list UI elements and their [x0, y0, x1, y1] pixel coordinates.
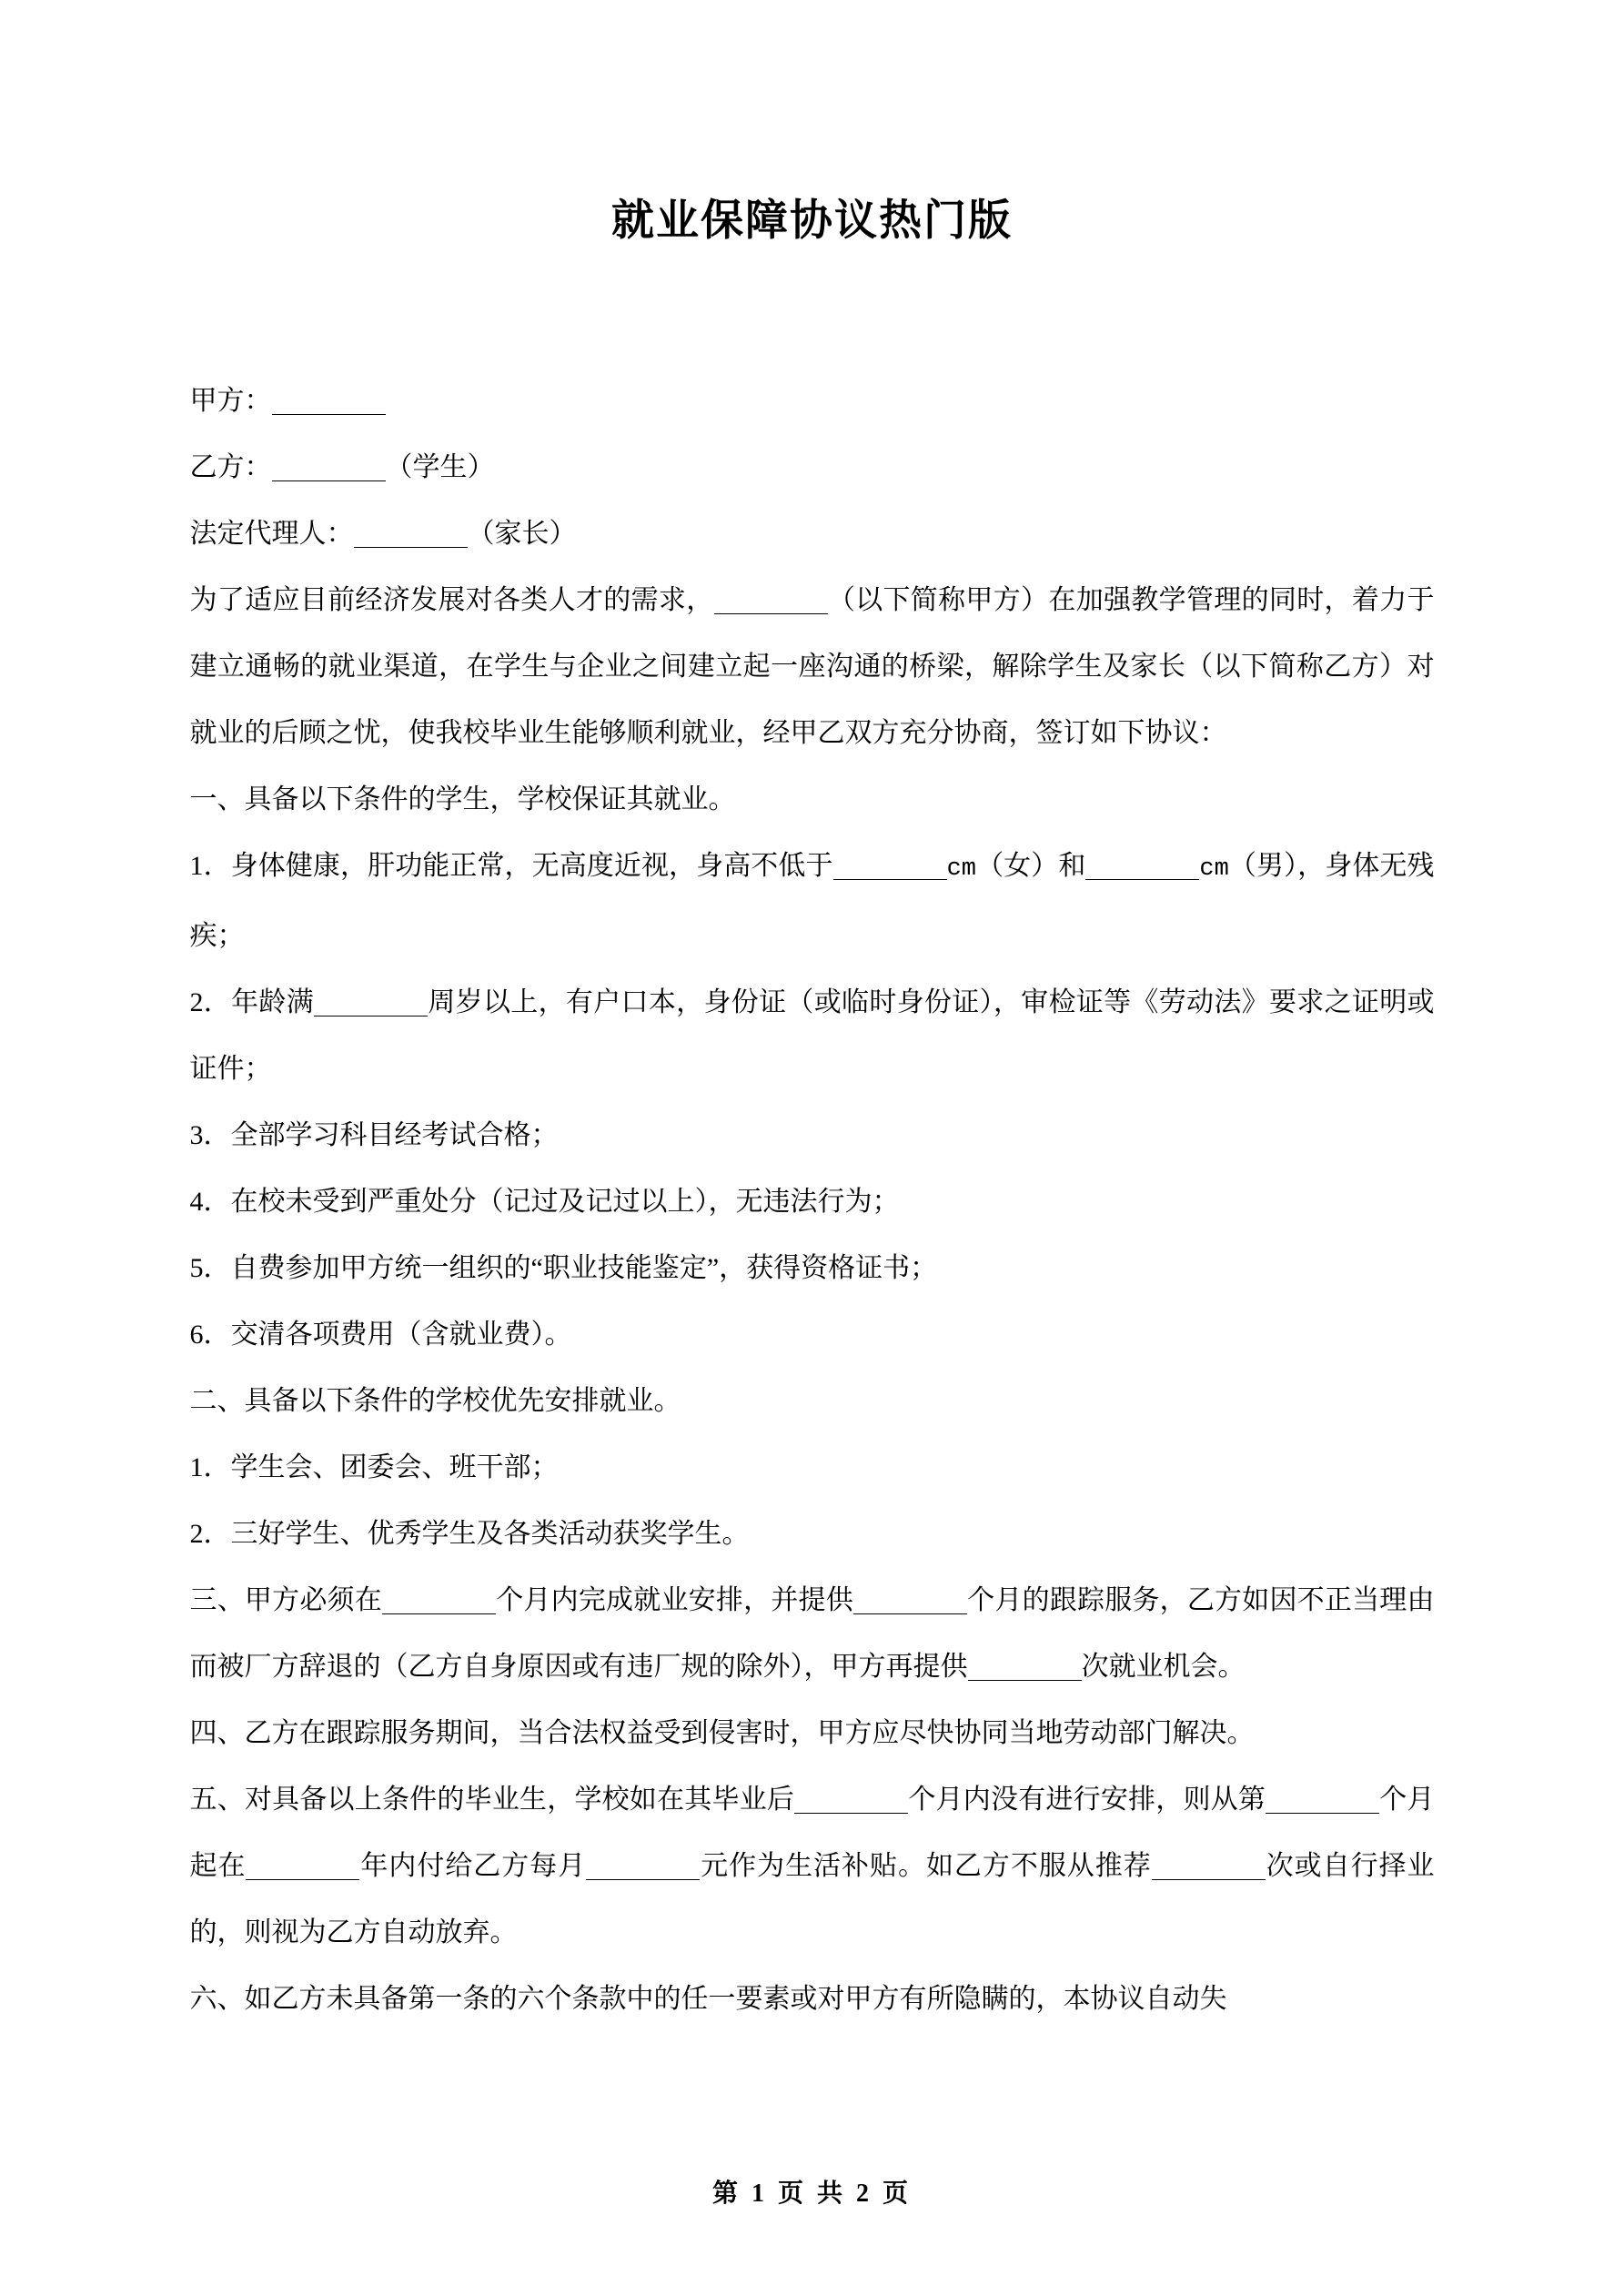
section-one-item-5: 5．自费参加甲方统一组织的“职业技能鉴定”，获得资格证书； [189, 1253, 938, 1283]
section3-text-b: 个月内完成就业安排，并提供 [495, 1585, 853, 1615]
item2-text-b: 周岁以上，有户口本，身份证（或临时身份证），审检证等《劳动法》要求之证明或证件； [189, 987, 1435, 1084]
section5-months-blank[interactable] [794, 1785, 908, 1814]
legal-rep-label: 法定代理人： [189, 519, 354, 549]
section-three-paragraph [190, 1567, 1435, 1700]
item1-height-male-blank[interactable] [1085, 852, 1199, 880]
section5-text-c: 个月起在 [189, 1785, 1435, 1881]
preamble-paragraph [190, 567, 1435, 766]
section5-text-b: 个月内没有进行安排，则从第 [908, 1785, 1266, 1815]
party-b-label: 乙方： [189, 452, 272, 482]
legal-rep-line [190, 501, 1435, 567]
preamble-blank[interactable] [714, 586, 828, 614]
item2-text-a: 2．年龄满 [189, 987, 315, 1017]
section5-text-a: 五、对具备以上条件的毕业生，学校如在其毕业后 [189, 1785, 795, 1815]
section-four-paragraph: 四、乙方在跟踪服务期间，当合法权益受到侵害时，甲方应尽快协同当地劳动部门解决。 [189, 1718, 1255, 1748]
party-b-line [190, 434, 1435, 501]
page-footer [0, 2173, 1624, 2210]
section-two-item-1: 1．学生会、团委会、班干部； [189, 1452, 559, 1482]
document-body [190, 248, 1435, 2032]
footer-prefix: 第 [711, 2180, 741, 2208]
section-one-item-6: 6．交清各项费用（含就业费）。 [189, 1320, 572, 1350]
party-a-line [190, 368, 1435, 434]
section3-text-c: 个月的跟踪服务，乙方如因不正当理由而被厂方辞退的（乙方自身原因或有违厂规的除外），甲方再提供 [189, 1585, 1435, 1682]
section-two-heading: 二、具备以下条件的学校优先安排就业。 [189, 1386, 681, 1416]
section-one-item-4: 4．在校未受到严重处分（记过及记过以上），无违法行为； [189, 1187, 900, 1217]
footer-current-page: 1 [751, 2180, 768, 2208]
page-title: 就业保障协议热门版 [611, 196, 1013, 244]
section-six-paragraph: 六、如乙方未具备第一条的六个条款中的任一要素或对甲方有所隐瞒的，本协议自动失 [189, 1984, 1227, 2014]
party-b-note: （学生） [385, 452, 495, 482]
footer-suffix: 页 [883, 2180, 913, 2208]
section-two-item-2: 2．三好学生、优秀学生及各类活动获奖学生。 [189, 1519, 750, 1549]
footer-total-pages: 2 [856, 2180, 873, 2208]
party-a-blank[interactable] [272, 387, 386, 415]
section5-amount-blank[interactable] [586, 1852, 700, 1880]
section3-times-blank[interactable] [968, 1653, 1082, 1681]
section-five-paragraph [190, 1766, 1435, 1966]
section5-start-month-blank[interactable] [1266, 1785, 1379, 1814]
item2-age-blank[interactable] [314, 988, 428, 1017]
preamble-part-1: 为了适应目前经济发展对各类人才的需求， [189, 585, 714, 615]
section-one-item-1 [190, 833, 1435, 969]
item1-unit-female: cm [946, 855, 976, 883]
item1-text-c: （男），身体无残疾； [189, 851, 1435, 951]
legal-rep-note: （家长） [467, 519, 577, 549]
section5-years-blank[interactable] [246, 1852, 359, 1880]
section3-months-blank[interactable] [382, 1586, 496, 1614]
item1-text-b: （女）和 [975, 851, 1086, 881]
section5-text-d: 年内付给乙方每月 [359, 1851, 587, 1881]
section5-text-f: 次或自行择业的，则视为乙方自动放弃。 [189, 1851, 1435, 1947]
section3-followup-months-blank[interactable] [853, 1586, 967, 1614]
item1-height-female-blank[interactable] [833, 852, 947, 880]
item1-unit-male: cm [1199, 855, 1229, 883]
section5-refuse-times-blank[interactable] [1152, 1852, 1266, 1880]
legal-rep-blank[interactable] [354, 520, 468, 548]
footer-middle: 页 共 [777, 2180, 846, 2208]
party-a-label: 甲方： [189, 386, 272, 416]
preamble-part-2: （以下简称甲方）在加强教学管理的同时，着力于建立通畅的就业渠道，在学生与企业之间建立起一座沟通的桥梁，解除学生及家长（以下简称乙方）对就业的后顾之忧，使我校毕业生能够顺利就业，经甲乙双方充分协商，签订如下协议： [189, 585, 1435, 748]
section-one-item-3: 3．全部学习科目经考试合格； [189, 1120, 559, 1150]
section-one-heading: 一、具备以下条件的学生，学校保证其就业。 [189, 784, 736, 814]
section3-text-d: 次就业机会。 [1081, 1652, 1246, 1682]
section3-text-a: 三、甲方必须在 [189, 1585, 382, 1615]
section-one-item-2 [190, 969, 1435, 1102]
section5-text-e: 元作为生活补贴。如乙方不服从推荐 [700, 1851, 1152, 1881]
party-b-blank[interactable] [272, 453, 386, 481]
item1-text-a: 1．身体健康，肝功能正常，无高度近视，身高不低于 [189, 851, 833, 881]
